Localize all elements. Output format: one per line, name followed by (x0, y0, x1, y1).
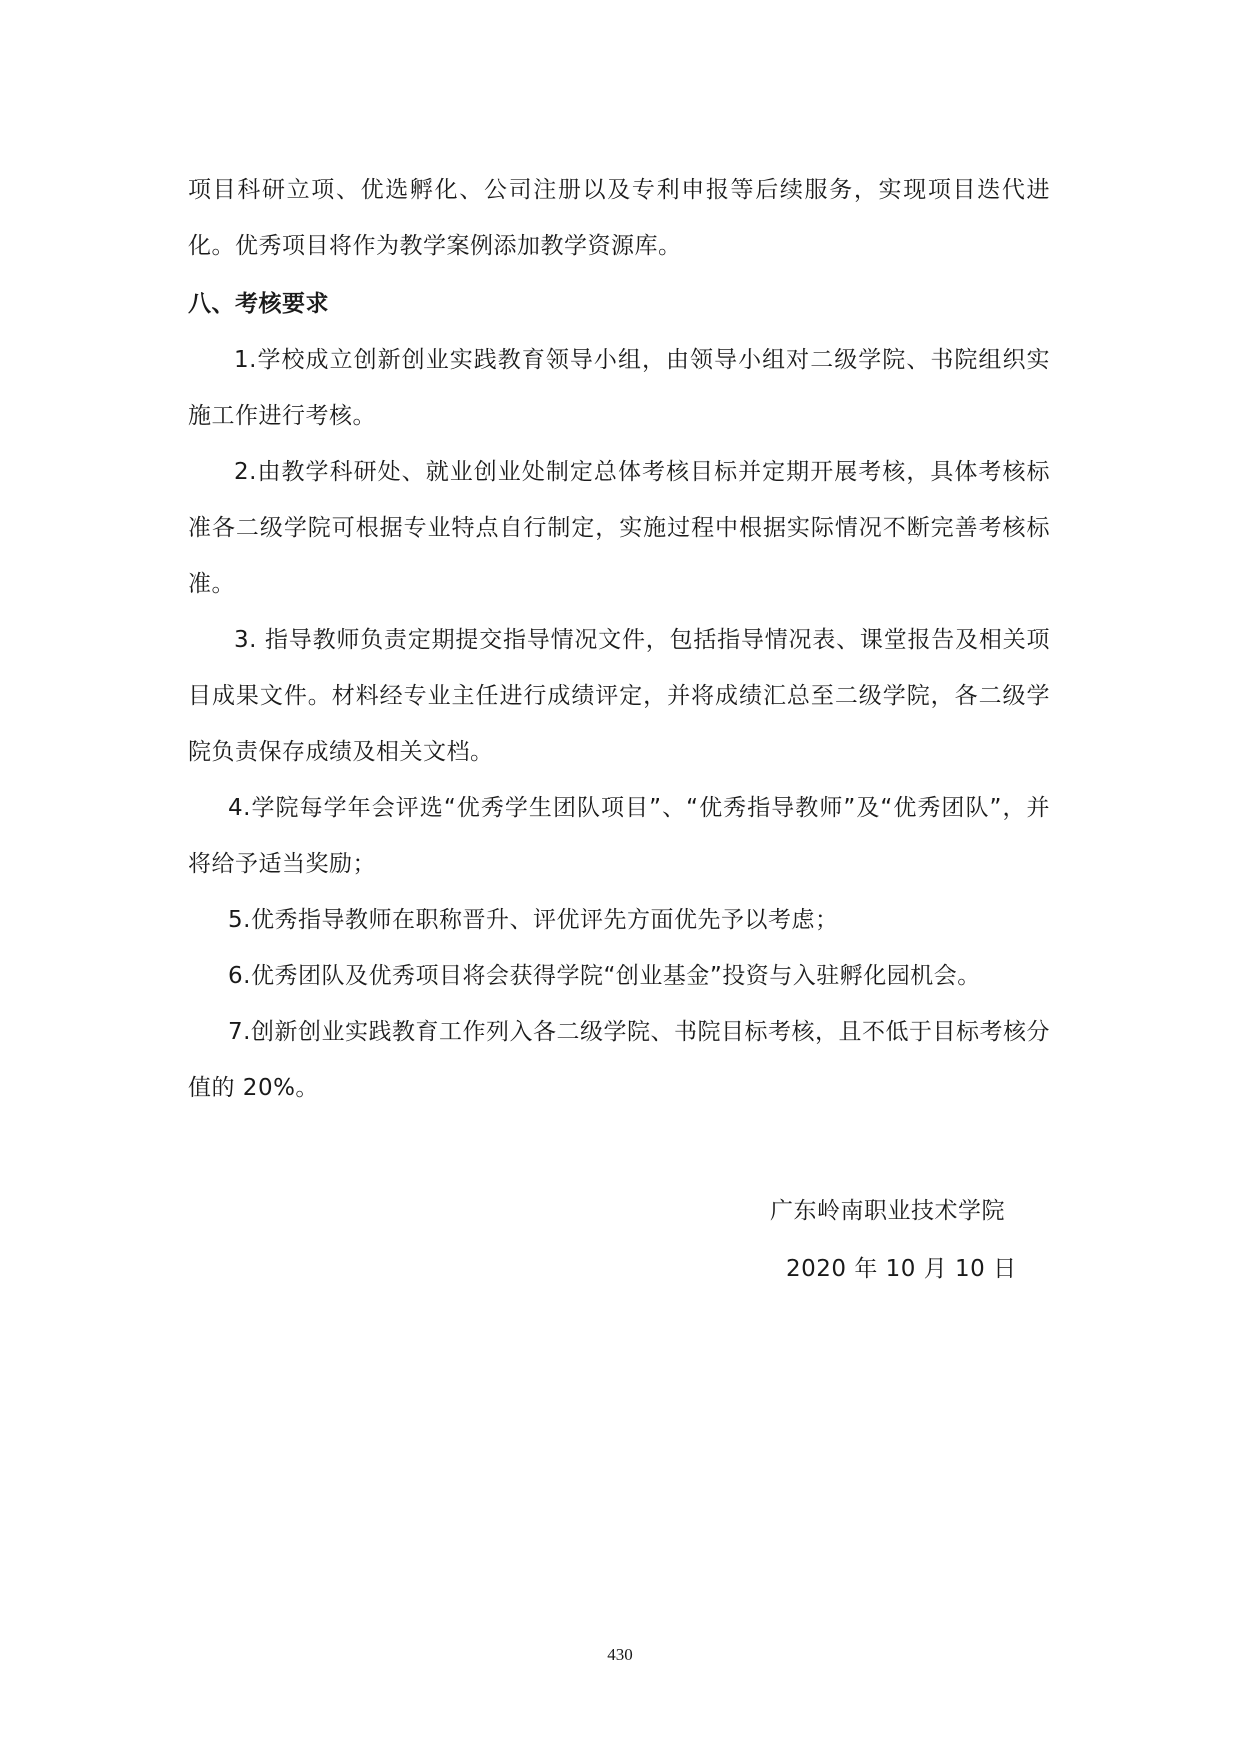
page-number: 430 (607, 1645, 633, 1664)
paragraph-item-1: 1.学校成立创新创业实践教育领导小组，由领导小组对二级学院、书院组织实施工作进行考核。 (188, 347, 1050, 429)
document-body (188, 162, 1050, 1116)
signature-date: 2020 年 10 月 10 日 (786, 1256, 1017, 1282)
paragraph-continuation: 项目科研立项、优选孵化、公司注册以及专利申报等后续服务，实现项目迭代进化。优秀项目将作为教学案例添加教学资源库。 (188, 177, 1050, 259)
section-heading: 八、考核要求 (188, 291, 329, 317)
paragraph-item-4: 4.学院每学年会评选“优秀学生团队项目”、“优秀指导教师”及“优秀团队”，并将给予适当奖励； (188, 795, 1050, 877)
paragraph-item-2: 2.由教学科研处、就业创业处制定总体考核目标并定期开展考核，具体考核标准各二级学院可根据专业特点自行制定，实施过程中根据实际情况不断完善考核标准。 (188, 459, 1050, 597)
paragraph-item-3: 3. 指导教师负责定期提交指导情况文件，包括指导情况表、课堂报告及相关项目成果文件。材料经专业主任进行成绩评定，并将成绩汇总至二级学院，各二级学院负责保存成绩及相关文档。 (188, 627, 1050, 765)
paragraph-item-6: 6.优秀团队及优秀项目将会获得学院“创业基金”投资与入驻孵化园机会。 (228, 963, 981, 989)
paragraph-item-5: 5.优秀指导教师在职称晋升、评优评先方面优先予以考虑； (228, 907, 839, 933)
paragraph-item-7: 7.创新创业实践教育工作列入各二级学院、书院目标考核，且不低于目标考核分值的 20%。 (188, 1019, 1050, 1101)
signature-organization: 广东岭南职业技术学院 (770, 1198, 1005, 1224)
